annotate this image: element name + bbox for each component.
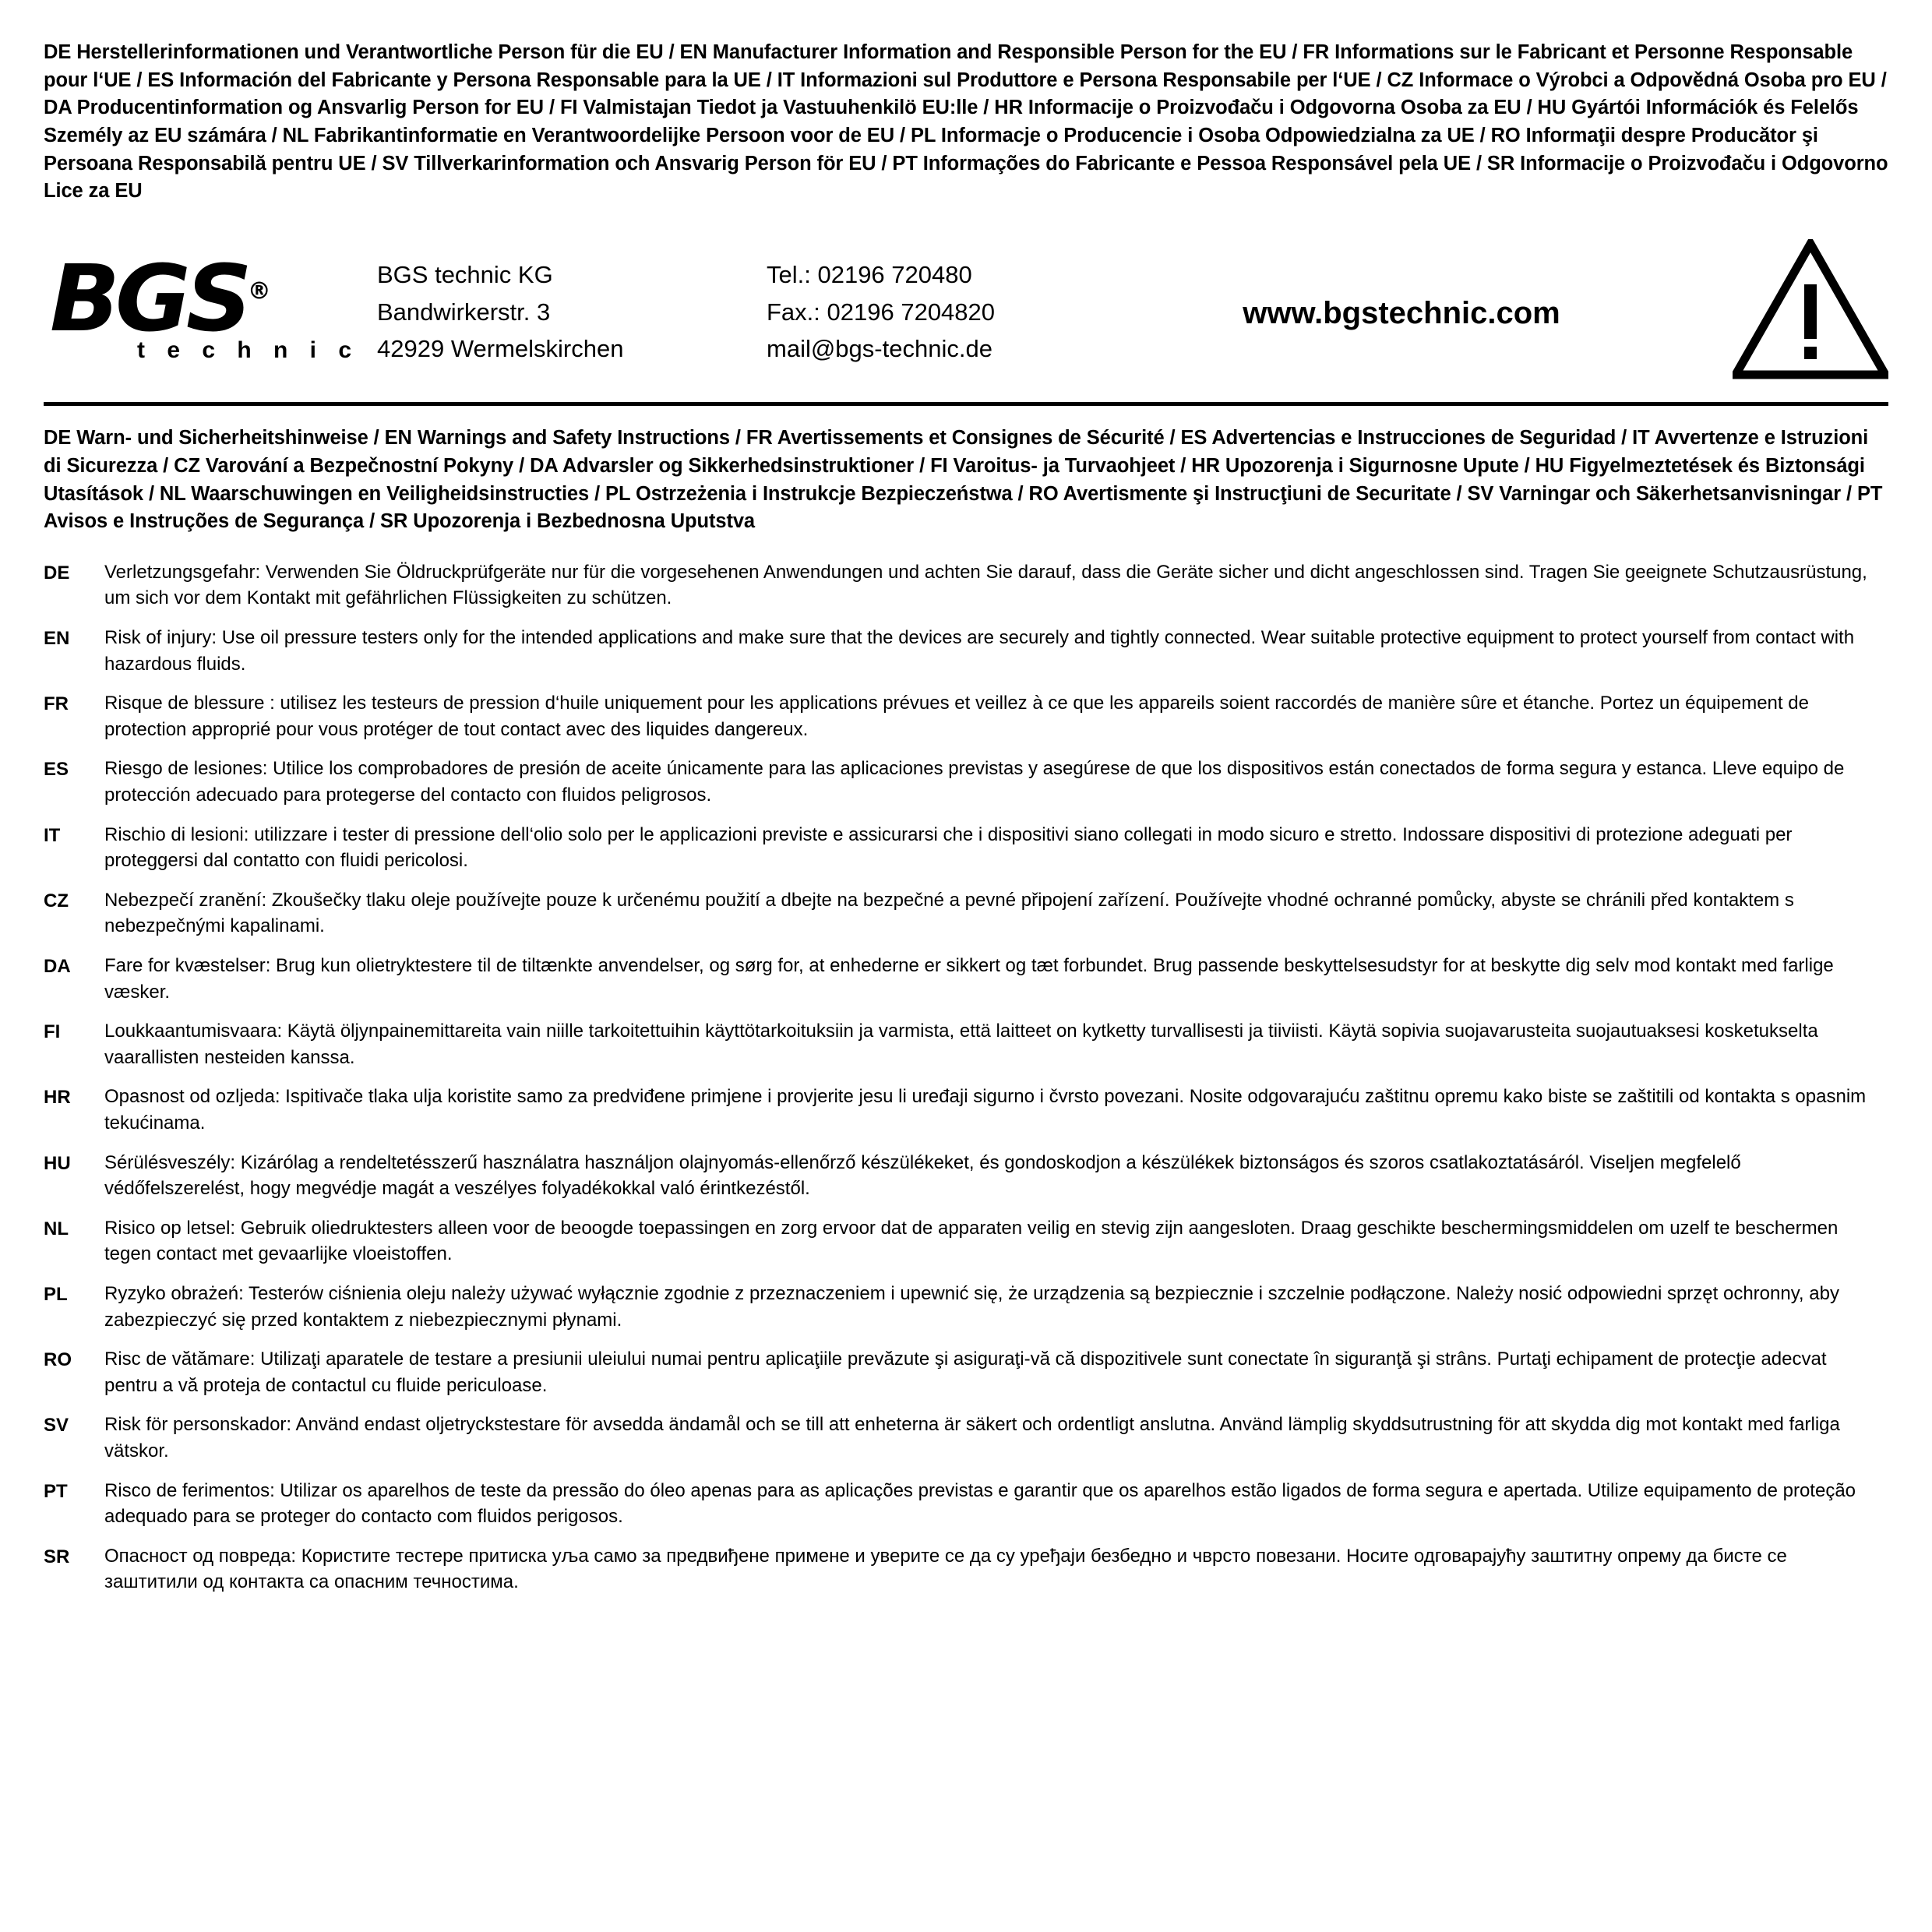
logo-text: BGS [50,245,248,353]
company-fax: Fax.: 02196 7204820 [767,298,996,326]
language-code: SR [44,1546,70,1567]
instruction-text: Risico op letsel: Gebruik oliedruktesters alleen voor de beoogde toepassingen en zorg ervoor dat de apparaten veilig en stevig zijn aangesloten. Draag geschikte beschermingsmiddelen om uzelf te beschermen tegen contact met gevaarlijke vloeistoffen. [104,1217,1839,1265]
language-code: HU [44,1152,71,1174]
instruction-text: Risco de ferimentos: Utilizar os aparelhos de teste da pressão do óleo apenas para as aplicações previstas e garantir que os aparelhos estão ligados de forma segura e apertada. Utilize equipamento de proteção adequado para se proteger do contacto com fluidos perigosos. [104,1479,1856,1528]
instruction-row [44,625,1888,677]
company-email[interactable]: mail@bgs-technic.de [767,334,992,362]
instruction-row [44,1215,1888,1267]
logo-subtitle: t e c h n i c [137,337,360,364]
instruction-text: Rischio di lesioni: utilizzare i tester di pressione dell‘olio solo per le applicazioni previste e assicurarsi che i dispositivi siano collegati in modo sicuro e stretto. Indossare dispositivi di protezione adeguati per proteggersi dal contatto con fluidi pericolosi. [104,823,1793,872]
language-code: HR [44,1087,71,1109]
manufacturer-info-heading: DE Herstellerinformationen und Verantwortliche Person für die EU / EN Manufacturer Information and Responsible Person for the EU / FR Informations sur le Fabricant et Personne Responsable pour l‘UE / ES Información del Fabricante y Persona Responsable para la UE / IT Informazioni sul Produttore e Persona Responsabile per l‘UE / CZ Informace o Výrobci a Odpovědná Osoba pro EU / DA Producentinformation og Ansvarlig Person for EU / FI Valmistajan Tiedot ja Vastuuhenkilö EU:lle / HR Informacije o Proizvođaču i Odgovorna Osoba za EU / HU Gyártói Információk és Felelős Személy az EU számára / NL Fabrikantinformatie en Verantwoordelijke Persoon voor de EU / PL Informacje o Producencie i Osoba Odpowiedzialna za UE / RO Informaţii despre Producător şi Persoana Responsabilă pentru UE / SV Tillverkarinformation och Ansvarig Person för EU / PT Informações do Fabricante e Pessoa Responsável pela UE / SR Informacije o Proizvođaču i Odgovorno Lice za EU [44,41,1888,203]
instruction-row [44,1018,1888,1070]
instruction-row [44,887,1888,940]
warning-triangle-icon [1725,239,1888,379]
language-code: PL [44,1283,68,1305]
company-website[interactable]: www.bgstechnic.com [1243,295,1560,330]
company-address [377,252,767,366]
instruction-row [44,1150,1888,1202]
language-code: NL [44,1218,69,1239]
language-code: DA [44,956,71,977]
instruction-text: Loukkaantumisvaara: Käytä öljynpainemittareita vain niille tarkoitettuihin käyttötarkoituksiin ja varmista, että laitteet on kytketty turvallisesti ja tiiviisti. Käytä sopivia suojavarusteita suojautuaksesi kosketukselta vaarallisten nesteiden kanssa. [104,1021,1818,1068]
instruction-text: Riesgo de lesiones: Utilice los comprobadores de presión de aceite únicamente para las aplicaciones previstas y asegúrese de que los dispositivos están conectados de forma segura y estanca. Lleve equipo de protección adecuado para protegerse del contacto con fluidos peligrosos. [104,758,1845,806]
instruction-row [44,1084,1888,1136]
company-city: 42929 Wermelskirchen [377,334,624,362]
language-code: FI [44,1021,61,1043]
instruction-row [44,1412,1888,1464]
instruction-text: Risc de vătămare: Utilizaţi aparatele de testare a presiunii uleiului numai pentru aplicaţiile prevăzute şi asiguraţi-vă că dispozitivele sunt conectate în siguranţă şi strâns. Purtaţi echipament de protecţie adecvat pentru a vă proteja de contactul cu fluide periculoase. [104,1349,1827,1396]
instruction-row [44,1543,1888,1595]
language-code: FR [44,693,69,715]
instruction-row [44,559,1888,612]
instruction-row [44,690,1888,742]
language-code: PT [44,1480,68,1502]
instruction-row [44,953,1888,1005]
instruction-row [44,1281,1888,1333]
instruction-row [44,1478,1888,1530]
instructions-list [44,559,1888,1595]
instruction-text: Sérülésveszély: Kizárólag a rendeltetésszerű használatra használjon olajnyomás-ellenőrző készülékeket, és gondoskodjon a készülékek biztonságos és szoros csatlakoztatásáról. Viseljen megfelelő védőfelszerelést, hogy megvédje magát a veszélyes folyadékokkal való érintkezéstől. [104,1151,1741,1200]
language-code: RO [44,1349,72,1371]
instruction-text: Risque de blessure : utilisez les testeurs de pression d‘huile uniquement pour les applications prévues et veillez à ce que les appareils soient raccordés de manière sûre et étanche. Portez un équipement de protection approprié pour vous protéger de tout contact avec des liquides dangereux. [104,693,1809,740]
instruction-text: Verletzungsgefahr: Verwenden Sie Öldruckprüfgeräte nur für die vorgesehenen Anwendungen und achten Sie darauf, dass die Geräte sicher und dicht angeschlossen sind. Tragen Sie geeignete Schutzausrüstung, um sich vor dem Kontakt mit gefährlichen Flüssigkeiten zu schützen. [104,561,1867,609]
company-telephone: Tel.: 02196 720480 [767,261,972,289]
safety-instructions-heading: DE Warn- und Sicherheitshinweise / EN Warnings and Safety Instructions / FR Avertissements et Consignes de Sécurité / ES Advertencias e Instrucciones de Seguridad / IT Avvertenze e Istruzioni di Sicurezza / CZ Varování a Bezpečnostní Pokyny / DA Advarsler og Sikkerhedsinstruktioner / FI Varoitus- ja Turvaohjeet / HR Upozorenja i Sigurnosne Upute / HU Figyelmeztetések és Biztonsági Utasítások / NL Waarschuwingen en Veiligheidsinstructies / PL Ostrzeżenia i Instrukcje Bezpieczeństwa / RO Avertismente şi Instrucţiuni de Securitate / SV Varningar och Säkerhetsanvisningar / PT Avisos e Instruções de Segurança / SR Upozorenja i Bezbednosna Uputstva [44,427,1883,533]
instruction-text: Risk of injury: Use oil pressure testers only for the intended applications and make sure that the devices are securely and tightly connected. Wear suitable protective equipment to protect yourself from contact with hazardous fluids. [104,627,1855,675]
instruction-text: Risk för personskador: Använd endast oljetryckstestare för avsedda ändamål och se till att enheterna är säkert och ordentligt anslutna. Använd lämplig skyddsutrustning för att skydda dig mot kontakt med farliga vätskor. [104,1414,1840,1461]
language-code: CZ [44,890,69,911]
language-code: ES [44,759,69,781]
bgs-logo [44,245,377,364]
company-band [44,223,1888,406]
language-code: IT [44,824,61,846]
company-street: Bandwirkerstr. 3 [377,298,551,326]
instruction-text: Ryzyko obrażeń: Testerów ciśnienia oleju należy używać wyłącznie zgodnie z przeznaczeniem i upewnić się, że urządzenia są bezpiecznie i szczelnie podłączone. Należy nosić odpowiedni sprzęt ochronny, aby zabezpieczyć się przed kontaktem z niebezpiecznymi płynami. [104,1282,1839,1331]
language-code: SV [44,1415,69,1437]
instruction-text: Fare for kvæstelser: Brug kun olietryktestere til de tiltænkte anvendelser, og sørg for, at enhederne er sikkert og tæt forbundet. Brug passende beskyttelsesudstyr for at beskytte dig selv mod kontakt med farlige væsker. [104,955,1834,1003]
language-code: EN [44,628,70,650]
company-contact [767,252,1109,366]
company-name: BGS technic KG [377,261,553,289]
instruction-text: Opasnost od ozljeda: Ispitivače tlaka ulja koristite samo za predviđene primjene i provjerite jesu li uređaji sigurno i čvrsto povezani. Nosite odgovarajuću zaštitnu opremu kako biste se zaštitili od kontakta s opasnim tekućinama. [104,1086,1867,1133]
language-code: DE [44,562,70,583]
instruction-row [44,822,1888,874]
instruction-text: Опасност од повреда: Користите тестере притиска уља само за предвиђене примене и уверите се да су уређаји безбедно и чврсто повезани. Носите одговарајућу заштитну опрему да бисте се заштитили од контакта са опасним течностима. [104,1545,1787,1593]
instruction-row [44,756,1888,808]
instruction-row [44,1346,1888,1398]
instruction-text: Nebezpečí zranění: Zkoušečky tlaku oleje používejte pouze k určenému použití a dbejte na bezpečné a pevné připojení zařízení. Používejte vhodné ochranné pomůcky, abyste se chránili před kontaktem s nebezpečnými kapalinami. [104,889,1794,937]
registered-trademark-icon: ® [247,277,271,305]
